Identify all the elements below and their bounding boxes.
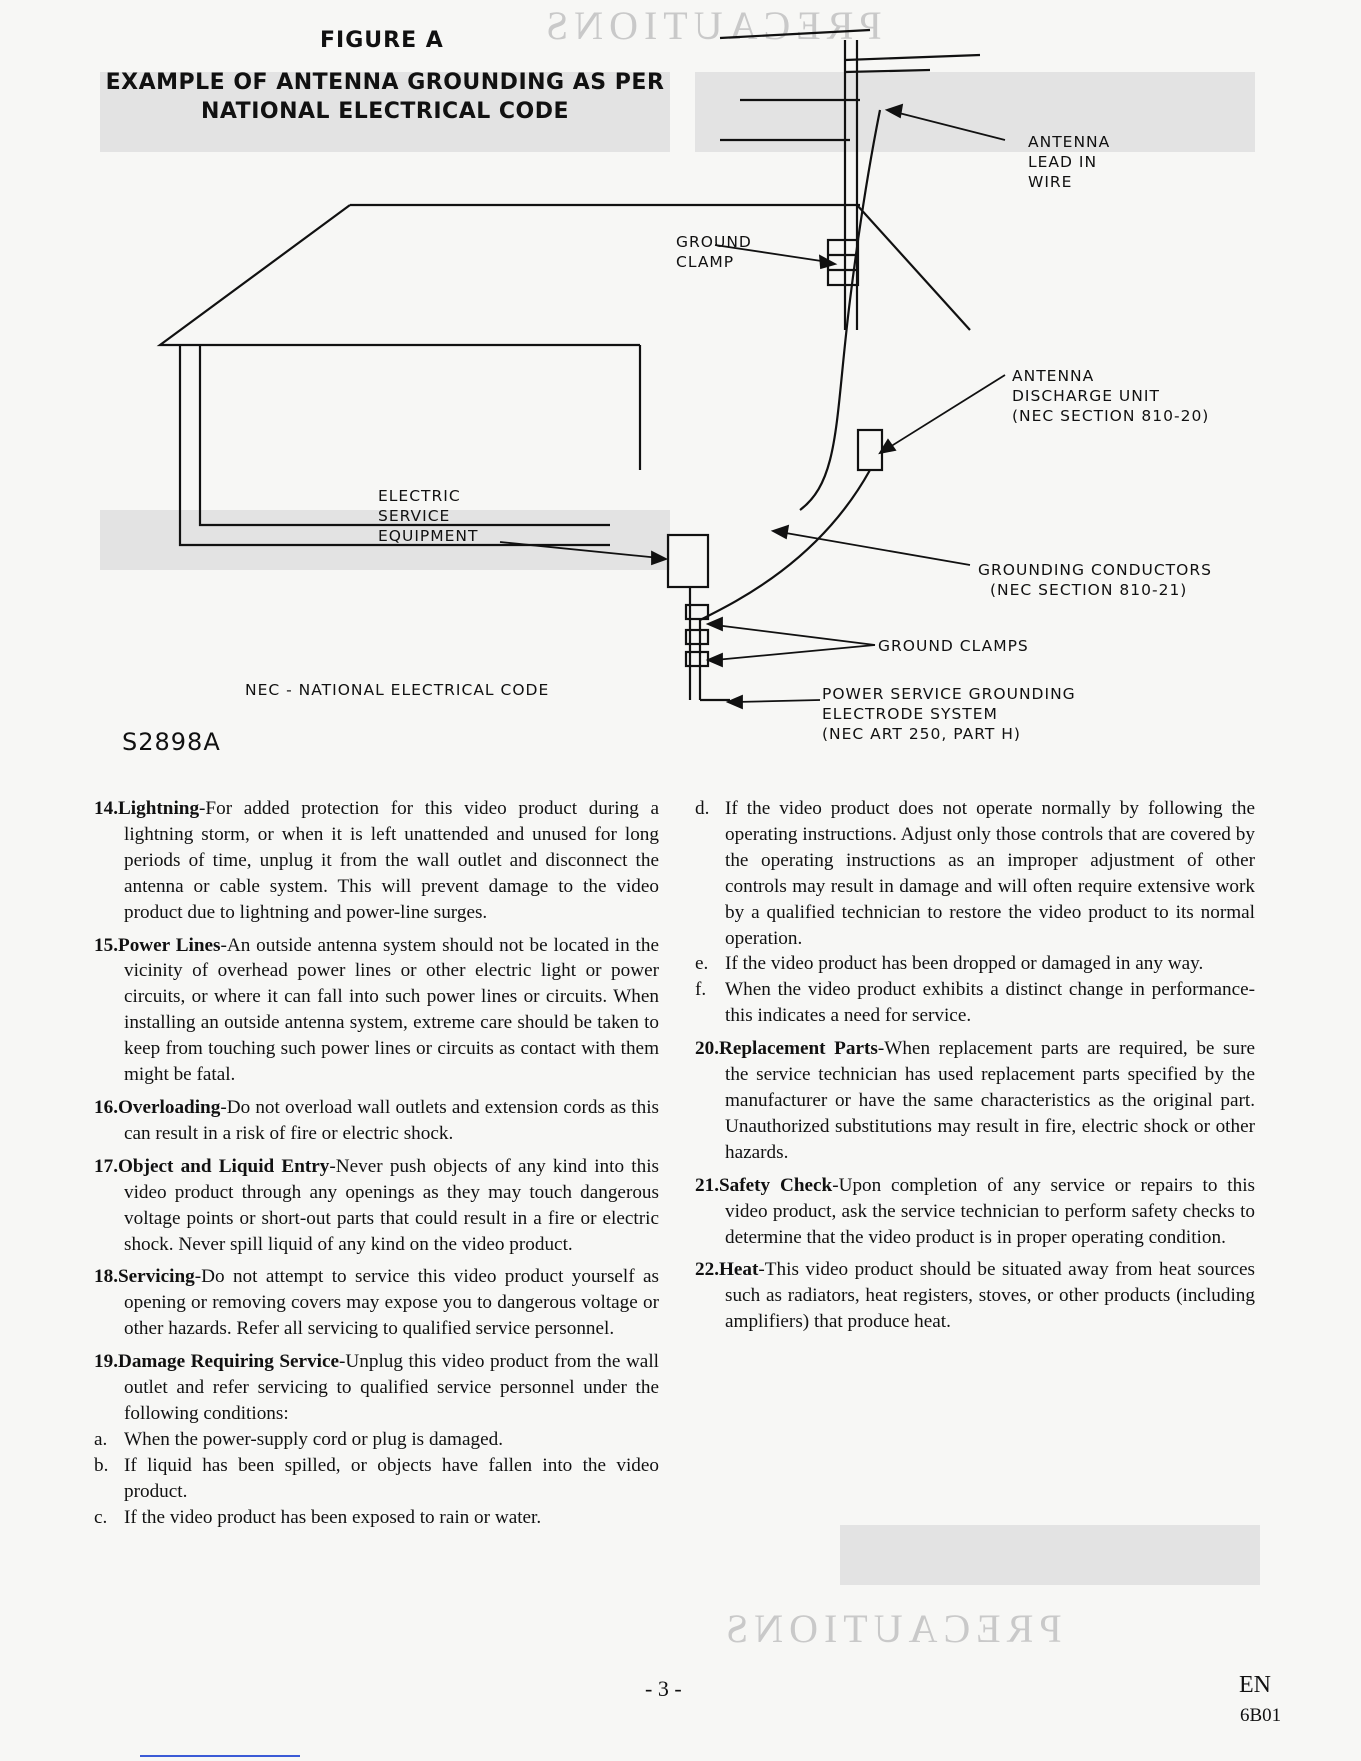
- label-line: SERVICE: [378, 507, 451, 525]
- label-line: ELECTRODE SYSTEM: [822, 705, 998, 723]
- item-text: -An outside antenna system should not be located in the vicinity of overhead power lines or other electric light or power circuits, or where it can fall into such power lines or circuits. When installing an outside antenna system, extreme care should be taken to keep from touching such power lines or circuits as contact with them might be fatal.: [124, 934, 659, 1086]
- condition-letter: e.: [695, 953, 709, 975]
- label-line: WIRE: [1028, 173, 1073, 191]
- condition-e: [695, 951, 1255, 977]
- right-column: [695, 796, 1255, 1342]
- label-line: POWER SERVICE GROUNDING: [822, 685, 1076, 703]
- precaution-item-20: [695, 1036, 1255, 1166]
- condition-b: [94, 1453, 659, 1505]
- label-line: EQUIPMENT: [378, 527, 479, 545]
- item-number: 18.: [94, 1266, 118, 1288]
- antenna-element: [845, 55, 980, 60]
- condition-text: When the video product exhibits a distinct change in performance-this indicates a need for service.: [725, 979, 1255, 1027]
- item-number: 22.: [695, 1259, 719, 1281]
- condition-text: If liquid has been spilled, or objects have fallen into the video product.: [124, 1454, 659, 1502]
- label-line: (NEC ART 250, PART H): [822, 725, 1021, 743]
- item-number: 17.: [94, 1155, 118, 1177]
- label-grounding-conductors: [978, 560, 1212, 600]
- item-title: Object and Liquid Entry: [117, 1155, 330, 1177]
- item-title: Damage Requiring Service: [117, 1351, 340, 1373]
- leader-discharge: [885, 375, 1005, 450]
- condition-letter: d.: [695, 798, 710, 819]
- item-number: 16.: [94, 1096, 118, 1118]
- precaution-item-18: [94, 1264, 659, 1342]
- item-number: 15.: [94, 934, 118, 956]
- precaution-item-14: [94, 796, 659, 926]
- label-line: ELECTRIC: [378, 487, 461, 505]
- model-code: S2898A: [122, 728, 221, 756]
- precaution-item-17: [94, 1154, 659, 1258]
- condition-letter: c.: [94, 1506, 108, 1528]
- item-title: Servicing: [117, 1266, 195, 1288]
- precaution-item-19: [94, 1349, 659, 1427]
- item-text: -Do not overload wall outlets and extension cords as this can result in a risk of fire or electric shock.: [124, 1096, 659, 1144]
- condition-f: [695, 977, 1255, 1029]
- page-number: - 3 -: [645, 1676, 682, 1701]
- grounding-conductor: [700, 470, 870, 620]
- condition-letter: f.: [695, 979, 707, 1001]
- arrowhead: [728, 696, 742, 708]
- item-number: 20.: [695, 1038, 719, 1060]
- item-number: 14.: [94, 798, 118, 819]
- leader-electrode: [735, 700, 820, 702]
- item-title: Overloading: [117, 1096, 221, 1118]
- precaution-item-16: [94, 1095, 659, 1147]
- item-title: Power Lines: [117, 934, 221, 956]
- figure-title: FIGURE A: [320, 28, 444, 53]
- label-line: (NEC SECTION 810-20): [1012, 407, 1210, 425]
- label-line: CLAMP: [676, 253, 735, 271]
- precaution-item-15: [94, 933, 659, 1088]
- item-title: Lightning: [117, 798, 200, 819]
- item-text: -Never push objects of any kind into this video product through any openings as they may touch dangerous voltage points or short-out parts that could result in a fire or electric shock. Never spill liquid of any kind on the video product.: [124, 1155, 659, 1255]
- label-antenna-discharge-unit: [1012, 366, 1209, 426]
- item-number: 19.: [94, 1351, 118, 1373]
- label-antenna-lead-in-wire: [1028, 132, 1110, 192]
- condition-a: [94, 1427, 659, 1453]
- precaution-item-21: [695, 1173, 1255, 1251]
- label-electric-service-equipment: [378, 486, 479, 546]
- label-line: DISCHARGE UNIT: [1012, 387, 1160, 405]
- condition-text: If the video product does not operate normally by following the operating instructions. Adjust only those controls that are covered by the operating instructions as an improper adjustment of other controls may result in damage and will often require extensive work by a qualified technician to restore the video product to its normal operation.: [725, 798, 1255, 949]
- language-code: EN: [1239, 1672, 1271, 1698]
- condition-text: If the video product has been exposed to rain or water.: [124, 1506, 542, 1528]
- item-text: -Do not attempt to service this video product yourself as opening or removing covers may expose you to dangerous voltage or other hazards. Refer all servicing to qualified service personnel.: [124, 1266, 659, 1340]
- bottom-rule: [140, 1755, 300, 1757]
- roof-slope: [160, 205, 640, 345]
- arrowhead: [708, 618, 722, 630]
- left-column: [94, 796, 659, 1530]
- label-line: GROUND: [676, 233, 752, 251]
- condition-text: If the video product has been dropped or damaged in any way.: [725, 953, 1204, 975]
- condition-letter: b.: [94, 1454, 109, 1476]
- label-ground-clamps: GROUND CLAMPS: [878, 637, 1029, 655]
- condition-d: [695, 796, 1255, 951]
- item-text: -For added protection for this video product during a lightning storm, or when it is left unattended and unused for long periods of time, unplug it from the wall outlet and disconnect the antenna or cable system. This will prevent damage to the video product due to lightning and power-line surges.: [124, 798, 659, 923]
- item-number: 21.: [695, 1174, 719, 1196]
- item-title: Replacement Parts: [718, 1038, 878, 1060]
- document-code: 6B01: [1240, 1705, 1282, 1726]
- item-text: -This video product should be situated away from heat sources such as radiators, heat registers, stoves, or other products (including amplifiers) that produce heat.: [725, 1259, 1255, 1333]
- label-line: ANTENNA: [1028, 133, 1111, 151]
- leader-lead-in: [895, 112, 1005, 140]
- label-line: LEAD IN: [1028, 153, 1098, 171]
- item-text: -When replacement parts are required, be sure the service technician has used replacement parts specified by the manufacturer or have the same characteristics as the original part. Unauthorized substitutions may result in fire, electric shock or other hazards.: [725, 1038, 1256, 1163]
- arrowhead: [708, 654, 722, 666]
- bleed-through-band: [840, 1525, 1260, 1585]
- item-text: -Unplug this video product from the wall outlet and refer servicing to qualified service personnel under the following conditions:: [124, 1351, 659, 1424]
- figure-subtitle-line: NATIONAL ELECTRICAL CODE: [200, 99, 570, 124]
- label-nec: NEC - NATIONAL ELECTRICAL CODE: [245, 681, 550, 699]
- label-ground-clamp: [676, 232, 752, 272]
- precaution-item-22: [695, 1257, 1255, 1335]
- figure-subtitle-line: EXAMPLE OF ANTENNA GROUNDING AS PER: [105, 70, 665, 95]
- label-power-service-grounding: [822, 684, 1076, 744]
- condition-text: When the power-supply cord or plug is damaged.: [124, 1428, 503, 1450]
- label-line: (NEC SECTION 810-21): [990, 581, 1188, 599]
- label-line: GROUNDING CONDUCTORS: [978, 561, 1212, 579]
- arrowhead: [652, 552, 666, 564]
- label-line: ANTENNA: [1012, 367, 1095, 385]
- service-equipment-box: [668, 535, 708, 587]
- leader-ground-clamps: [715, 625, 875, 645]
- leader-ground-clamps: [715, 645, 875, 660]
- arrowhead: [773, 526, 788, 538]
- item-text: -Upon completion of any service or repairs to this video product, ask the service technician to perform safety checks to determine that the video product is in proper operating condition.: [725, 1174, 1255, 1248]
- item-title: Heat: [718, 1259, 759, 1281]
- item-title: Safety Check: [718, 1174, 833, 1196]
- bleed-through-text: PRECAUTIONS: [540, 3, 882, 48]
- condition-c: [94, 1505, 659, 1531]
- lead-in-wire: [800, 110, 880, 510]
- antenna-grounding-figure: [0, 0, 1361, 780]
- arrowhead: [887, 105, 902, 117]
- antenna-element: [720, 30, 870, 38]
- condition-letter: a.: [94, 1428, 108, 1450]
- bleed-through-text: PRECAUTIONS: [720, 1606, 1062, 1651]
- guy-wire: [857, 205, 970, 330]
- discharge-unit: [858, 430, 882, 470]
